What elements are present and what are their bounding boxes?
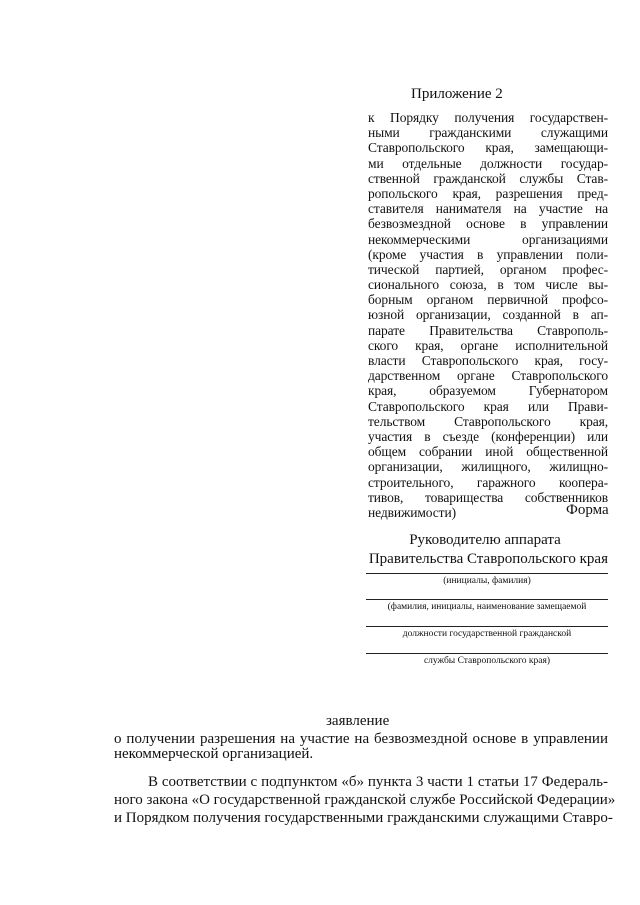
appendix-title: Приложение 2 xyxy=(411,86,503,102)
appendix-line: края, образуемом Губернатором xyxy=(368,383,608,399)
appendix-line: строительного, гаражного коопера- xyxy=(368,474,608,490)
statement-title: заявление xyxy=(326,713,390,729)
fill-field-initials xyxy=(366,573,608,586)
appendix-line: дарственном органе Ставропольского xyxy=(368,368,608,384)
appendix-line: борным органом первичной профсо- xyxy=(368,292,608,308)
appendix-line: Ставропольского края или Прави- xyxy=(368,398,608,414)
addressee-line-2: Правительства Ставропольского края xyxy=(368,551,608,567)
fill-caption: (инициалы, фамилия) xyxy=(443,576,531,586)
appendix-line: ными гражданскими служащими xyxy=(368,125,608,141)
appendix-line: общем собрании иной общественной xyxy=(368,444,608,460)
appendix-line: тельством Ставропольского края, xyxy=(368,413,608,429)
paragraph-line: и Порядком получения государственными гражданскими служащими Ставро- xyxy=(114,810,613,826)
appendix-line: организации, жилищного, жилищно- xyxy=(368,459,608,475)
statement-subtitle xyxy=(114,732,608,762)
appendix-line: тической партией, органом профес- xyxy=(368,261,608,277)
fill-line xyxy=(366,653,608,654)
paragraph-line: В соответствии с подпунктом «б» пункта 3 части 1 статьи 17 Федераль- xyxy=(148,774,608,790)
appendix-line: недвижимости) xyxy=(368,504,456,520)
appendix-line: участия в съезде (конференции) или xyxy=(368,428,608,444)
appendix-line: сионального союза, в том числе вы- xyxy=(368,277,608,293)
appendix-line: безвозмездной основе в управлении xyxy=(368,216,608,232)
appendix-line: (кроме участия в управлении поли- xyxy=(368,246,608,262)
addressee-block xyxy=(362,531,608,569)
fill-caption: (фамилия, инициалы, наименование замещаемой xyxy=(387,602,587,612)
appendix-line: некоммерческими организациями xyxy=(368,231,608,247)
fill-caption: должности государственной гражданской xyxy=(402,629,572,639)
statement-paragraph xyxy=(114,773,616,827)
appendix-line: тивов, товарищества собственников xyxy=(368,489,608,505)
paragraph-line: ного закона «О государственной гражданской службе Российской Федерации» xyxy=(114,792,616,808)
fill-line xyxy=(366,626,608,627)
appendix-line: ского края, органе исполнительной xyxy=(368,337,608,353)
fill-line xyxy=(366,599,608,600)
appendix-line: к Порядку получения государствен- xyxy=(368,110,608,125)
appendix-line: ставителя нанимателя на участие на xyxy=(368,201,608,217)
appendix-line: ропольского края, разрешения пред- xyxy=(368,185,608,201)
appendix-line: ми отдельные должности государ- xyxy=(368,155,608,171)
appendix-line: юзной организации, созданной в ап- xyxy=(368,307,608,323)
appendix-line: парате Правительства Ставрополь- xyxy=(368,322,608,338)
appendix-line: Ставропольского края, замещающи- xyxy=(368,140,608,156)
subtitle-line: о получении разрешения на участие на безвозмездной основе в управлении xyxy=(114,731,608,747)
fill-line xyxy=(366,573,608,574)
fill-field-name-position xyxy=(366,599,608,612)
fill-field-service xyxy=(366,653,608,666)
appendix-line: ственной гражданской службы Став- xyxy=(368,170,608,186)
subtitle-line: некоммерческой организацией. xyxy=(114,746,314,762)
addressee-line-1: Руководителю аппарата xyxy=(409,532,561,548)
form-label: Форма xyxy=(566,502,609,518)
appendix-line: власти Ставропольского края, госу- xyxy=(368,353,608,368)
fill-caption: службы Ставропольского края) xyxy=(423,656,551,666)
fill-field-position-cont xyxy=(366,626,608,639)
appendix-description xyxy=(368,110,608,520)
